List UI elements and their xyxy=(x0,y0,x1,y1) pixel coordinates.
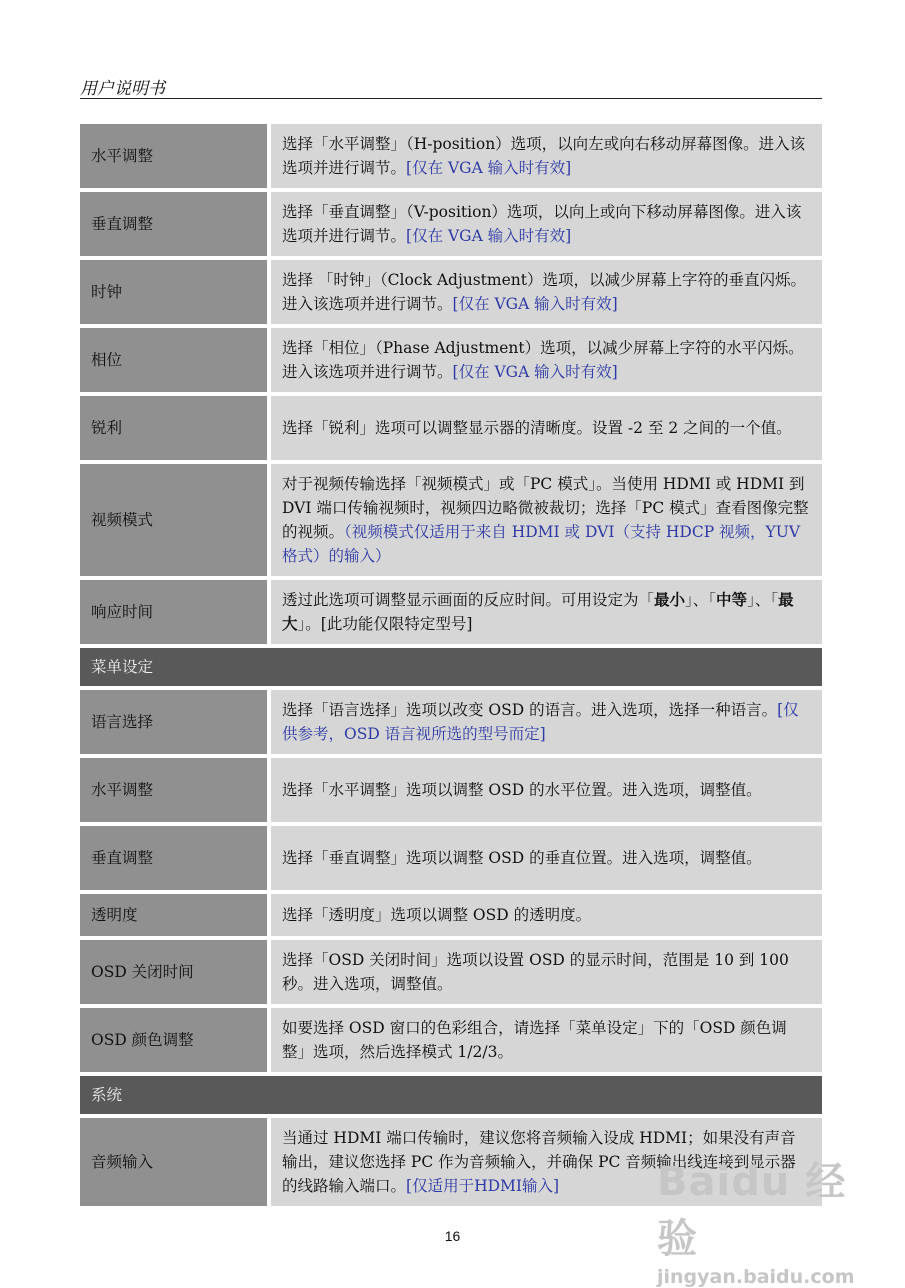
option-value: 最大 xyxy=(282,590,794,633)
settings-table xyxy=(80,120,822,1210)
description-text: 透过此选项可调整显示画面的反应时间。可用设定为「 xyxy=(282,591,655,609)
section-header-row xyxy=(80,1076,822,1114)
setting-name: 垂直调整 xyxy=(80,192,271,256)
setting-name: 视频模式 xyxy=(80,464,271,576)
setting-name: 水平调整 xyxy=(80,124,271,188)
table-row xyxy=(80,328,822,392)
header-title: 用户说明书 xyxy=(80,79,165,99)
table-row xyxy=(80,396,822,460)
table-row xyxy=(80,1008,822,1072)
setting-name: OSD 颜色调整 xyxy=(80,1008,271,1072)
description-text: 如要选择 OSD 窗口的色彩组合，请选择「菜单设定」下的「OSD 颜色调整」选项，然后选择模式 1/2/3。 xyxy=(282,1019,787,1061)
note-text: [仅适用于HDMI输入] xyxy=(406,1177,560,1195)
page-header xyxy=(80,74,822,99)
section-title: 菜单设定 xyxy=(80,648,822,686)
setting-description xyxy=(271,940,822,1004)
description-text: 」。[此功能仅限特定型号] xyxy=(297,615,473,633)
setting-description xyxy=(271,192,822,256)
setting-name: OSD 关闭时间 xyxy=(80,940,271,1004)
setting-description xyxy=(271,580,822,644)
option-value: 最小 xyxy=(654,590,686,609)
setting-name: 响应时间 xyxy=(80,580,271,644)
note-text: [仅在 VGA 输入时有效] xyxy=(406,159,572,177)
setting-description xyxy=(271,894,822,936)
table-row xyxy=(80,260,822,324)
setting-description xyxy=(271,396,822,460)
note-text: （视频模式仅适用于来自 HDMI 或 DVI（支持 HDCP 视频，YUV 格式）的输入） xyxy=(282,523,801,565)
setting-description xyxy=(271,124,822,188)
note-text: [仅供参考，OSD 语言视所选的型号而定] xyxy=(282,701,799,743)
setting-name: 垂直调整 xyxy=(80,826,271,890)
setting-name: 水平调整 xyxy=(80,758,271,822)
watermark-logo xyxy=(657,1150,857,1288)
setting-name: 锐利 xyxy=(80,396,271,460)
watermark-text: Baidu 经验 xyxy=(657,1159,847,1262)
description-text: 当通过 HDMI 端口传输时，建议您将音频输入设成 HDMI；如果没有声音输出，建议您选择 PC 作为音频输入，并确保 PC 音频输出线连接到显示器的线路输入端口。 xyxy=(282,1129,796,1195)
setting-name: 相位 xyxy=(80,328,271,392)
table-row xyxy=(80,464,822,576)
note-text: [仅在 VGA 输入时有效] xyxy=(406,227,572,245)
setting-description xyxy=(271,260,822,324)
table-row xyxy=(80,758,822,822)
description-text: 选择「语言选择」选项以改变 OSD 的语言。进入选项，选择一种语言。 xyxy=(282,701,778,719)
description-text: 选择「透明度」选项以调整 OSD 的透明度。 xyxy=(282,906,592,924)
table-row xyxy=(80,690,822,754)
page-number: 16 xyxy=(444,1228,461,1244)
option-value: 中等 xyxy=(716,590,748,609)
description-text: 选择「水平调整」（H-position）选项，以向左或向右移动屏幕图像。进入该选项并进行调节。 xyxy=(282,135,806,177)
description-text: 选择「OSD 关闭时间」选项以设置 OSD 的显示时间，范围是 10 到 100 秒。进入选项，调整值。 xyxy=(282,951,789,993)
setting-name: 透明度 xyxy=(80,894,271,936)
setting-name: 时钟 xyxy=(80,260,271,324)
description-text: 选择 「时钟」（Clock Adjustment）选项，以减少屏幕上字符的垂直闪烁。进入该选项并进行调节。 xyxy=(282,271,806,313)
setting-description xyxy=(271,328,822,392)
table-row xyxy=(80,124,822,188)
description-text: 选择「垂直调整」选项以调整 OSD 的垂直位置。进入选项，调整值。 xyxy=(282,849,762,867)
setting-description xyxy=(271,464,822,576)
note-text: [仅在 VGA 输入时有效] xyxy=(452,295,618,313)
setting-name: 语言选择 xyxy=(80,690,271,754)
section-header-row xyxy=(80,648,822,686)
table-row xyxy=(80,826,822,890)
description-text: 」、「 xyxy=(685,591,717,609)
setting-description xyxy=(271,826,822,890)
table-row xyxy=(80,940,822,1004)
description-text: 选择「水平调整」选项以调整 OSD 的水平位置。进入选项，调整值。 xyxy=(282,781,762,799)
setting-description xyxy=(271,758,822,822)
table-row xyxy=(80,192,822,256)
setting-name: 音频输入 xyxy=(80,1118,271,1206)
setting-description xyxy=(271,690,822,754)
watermark-url: jingyan.baidu.com xyxy=(657,1266,855,1288)
note-text: [仅在 VGA 输入时有效] xyxy=(452,363,618,381)
description-text: 」、「 xyxy=(747,591,779,609)
description-text: 选择「相位」（Phase Adjustment）选项，以减少屏幕上字符的水平闪烁。进入该选项并进行调节。 xyxy=(282,339,804,381)
description-text: 选择「垂直调整」（V-position）选项，以向上或向下移动屏幕图像。进入该选项并进行调节。 xyxy=(282,203,802,245)
description-text: 对于视频传输选择「视频模式」或「PC 模式」。当使用 HDMI 或 HDMI 到 DVI 端口传输视频时，视频四边略微被裁切；选择「PC 模式」查看图像完整的视频。 xyxy=(282,475,809,541)
setting-description xyxy=(271,1008,822,1072)
table-row xyxy=(80,580,822,644)
description-text: 选择「锐利」选项可以调整显示器的清晰度。设置 -2 至 2 之间的一个值。 xyxy=(282,419,792,437)
section-title: 系统 xyxy=(80,1076,822,1114)
table-row xyxy=(80,894,822,936)
